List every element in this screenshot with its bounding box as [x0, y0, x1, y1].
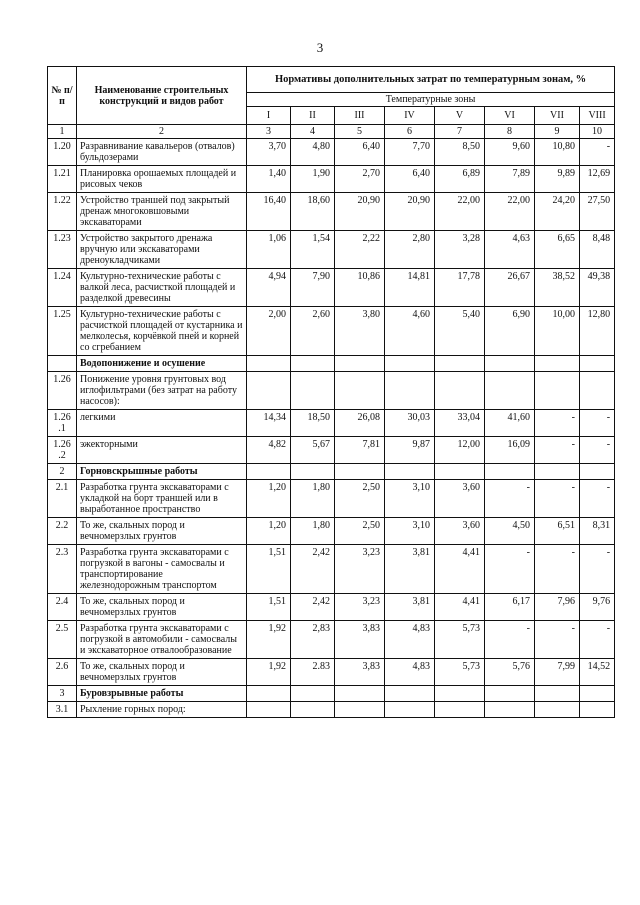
table-row: [48, 372, 615, 410]
norm-value: -: [535, 621, 580, 659]
column-number: 1: [48, 125, 77, 139]
column-number: 6: [385, 125, 435, 139]
norm-value: -: [580, 437, 615, 464]
row-number: 1.26 .1: [48, 410, 77, 437]
norm-value: 7,70: [385, 139, 435, 166]
norm-value: [435, 372, 485, 410]
norm-value: 5,73: [435, 621, 485, 659]
row-number: 2.3: [48, 545, 77, 594]
norm-value: 10,80: [535, 139, 580, 166]
row-number: 1.23: [48, 231, 77, 269]
norm-value: 1,80: [291, 518, 335, 545]
norm-value: -: [535, 437, 580, 464]
norm-value: -: [580, 139, 615, 166]
row-number: 1.22: [48, 193, 77, 231]
column-number: 3: [247, 125, 291, 139]
subsection-row: [48, 356, 615, 372]
norm-value: [535, 372, 580, 410]
section-title: Буровзрывные работы: [77, 686, 247, 702]
norm-value: 33,04: [435, 410, 485, 437]
section-title: Водопонижение и осушение: [77, 356, 247, 372]
norm-value: 9,76: [580, 594, 615, 621]
norm-value: 3,80: [335, 307, 385, 356]
norm-value: 6,89: [435, 166, 485, 193]
table-row: [48, 139, 615, 166]
norms-table: [47, 66, 615, 718]
norm-value: 17,78: [435, 269, 485, 307]
norm-value: 14,34: [247, 410, 291, 437]
column-number: 4: [291, 125, 335, 139]
norm-value: 3,23: [335, 594, 385, 621]
empty-cell: [247, 464, 291, 480]
norm-value: [385, 702, 435, 718]
norm-value: 7,90: [291, 269, 335, 307]
norm-value: 4,63: [485, 231, 535, 269]
norm-value: 2,80: [385, 231, 435, 269]
empty-cell: [291, 686, 335, 702]
row-number: 2.4: [48, 594, 77, 621]
norm-value: 6,40: [385, 166, 435, 193]
table-row: [48, 518, 615, 545]
norm-value: 2,70: [335, 166, 385, 193]
norm-value: [291, 702, 335, 718]
norm-value: -: [535, 480, 580, 518]
empty-cell: [435, 356, 485, 372]
zone-header: V: [435, 107, 485, 125]
norm-value: -: [580, 621, 615, 659]
norm-value: [580, 372, 615, 410]
work-name: Разработка грунта экскаваторами с укладкой на борт траншей или в выработанное пространство: [77, 480, 247, 518]
norm-value: 12,69: [580, 166, 615, 193]
norm-value: 6,17: [485, 594, 535, 621]
norm-value: 1,20: [247, 518, 291, 545]
norm-value: 16,40: [247, 193, 291, 231]
table-row: [48, 166, 615, 193]
norm-value: [580, 702, 615, 718]
norm-value: [485, 702, 535, 718]
zone-header: I: [247, 107, 291, 125]
norm-value: -: [580, 480, 615, 518]
norm-value: 14,52: [580, 659, 615, 686]
column-number: 8: [485, 125, 535, 139]
norm-value: 5,73: [435, 659, 485, 686]
empty-cell: [291, 356, 335, 372]
norm-value: 7,89: [485, 166, 535, 193]
work-name: Разработка грунта экскаваторами с погрузкой в вагоны - самосвалы и транспортирование железнодорожным транспортом: [77, 545, 247, 594]
empty-cell: [385, 464, 435, 480]
table-row: [48, 410, 615, 437]
norm-value: 14,81: [385, 269, 435, 307]
norm-value: [335, 702, 385, 718]
norm-value: 24,20: [535, 193, 580, 231]
norm-value: 1,51: [247, 545, 291, 594]
norm-value: 5,67: [291, 437, 335, 464]
row-number: 1.25: [48, 307, 77, 356]
norm-value: 8,48: [580, 231, 615, 269]
norm-value: 8,31: [580, 518, 615, 545]
norm-value: 7,96: [535, 594, 580, 621]
norm-value: 1,92: [247, 659, 291, 686]
table-row: [48, 437, 615, 464]
row-number: 2: [48, 464, 77, 480]
work-name: Рыхление горных пород:: [77, 702, 247, 718]
norm-value: 4,80: [291, 139, 335, 166]
work-name: Устройство траншей под закрытый дренаж многоковшовыми экскаваторами: [77, 193, 247, 231]
norm-value: 26,08: [335, 410, 385, 437]
column-number: 2: [77, 125, 247, 139]
empty-cell: [535, 356, 580, 372]
norm-value: 3,28: [435, 231, 485, 269]
norm-value: -: [580, 410, 615, 437]
norm-value: 18,60: [291, 193, 335, 231]
norm-value: 3,83: [335, 621, 385, 659]
zone-header: III: [335, 107, 385, 125]
empty-cell: [435, 686, 485, 702]
norm-value: [435, 702, 485, 718]
norm-value: 6,51: [535, 518, 580, 545]
norm-value: 2,42: [291, 594, 335, 621]
row-number: 3.1: [48, 702, 77, 718]
section-row: [48, 464, 615, 480]
norm-value: 38,52: [535, 269, 580, 307]
zone-header: VII: [535, 107, 580, 125]
header-norms: Нормативы дополнительных затрат по температурным зонам, %: [247, 67, 615, 93]
section-title: Горновскрышные работы: [77, 464, 247, 480]
norm-value: 9,89: [535, 166, 580, 193]
norm-value: 10,86: [335, 269, 385, 307]
norm-value: 2,42: [291, 545, 335, 594]
zone-header: VIII: [580, 107, 615, 125]
norm-value: 2,83: [291, 621, 335, 659]
norm-value: 3,70: [247, 139, 291, 166]
work-name: То же, скальных пород и вечномерзлых грунтов: [77, 659, 247, 686]
norm-value: 3,60: [435, 480, 485, 518]
norm-value: 2,50: [335, 518, 385, 545]
norm-value: [291, 372, 335, 410]
norm-value: 3,10: [385, 518, 435, 545]
empty-cell: [247, 686, 291, 702]
norm-value: 20,90: [385, 193, 435, 231]
norm-value: 4,83: [385, 621, 435, 659]
norm-value: -: [485, 621, 535, 659]
row-number: 1.21: [48, 166, 77, 193]
table-row: [48, 621, 615, 659]
row-number: 2.6: [48, 659, 77, 686]
norm-value: -: [580, 545, 615, 594]
norm-value: [385, 372, 435, 410]
norm-value: -: [485, 480, 535, 518]
zone-header: II: [291, 107, 335, 125]
norm-value: 6,65: [535, 231, 580, 269]
norm-value: 5,76: [485, 659, 535, 686]
work-name: легкими: [77, 410, 247, 437]
norm-value: [247, 372, 291, 410]
row-number: 3: [48, 686, 77, 702]
page-number: 3: [316, 40, 324, 55]
norm-value: 7,81: [335, 437, 385, 464]
empty-cell: [535, 464, 580, 480]
norm-value: 4,50: [485, 518, 535, 545]
norm-value: 2,50: [335, 480, 385, 518]
norm-value: 22,00: [435, 193, 485, 231]
empty-cell: [385, 356, 435, 372]
norm-value: [247, 702, 291, 718]
norm-value: 5,40: [435, 307, 485, 356]
norm-value: 20,90: [335, 193, 385, 231]
norm-value: 12,00: [435, 437, 485, 464]
column-number: 9: [535, 125, 580, 139]
norm-value: [535, 702, 580, 718]
empty-cell: [485, 686, 535, 702]
norm-value: -: [485, 545, 535, 594]
column-number: 7: [435, 125, 485, 139]
norm-value: 1,54: [291, 231, 335, 269]
norm-value: 2,22: [335, 231, 385, 269]
norm-value: 9,60: [485, 139, 535, 166]
empty-cell: [435, 464, 485, 480]
row-number: 2.2: [48, 518, 77, 545]
empty-cell: [580, 464, 615, 480]
norm-value: 1,92: [247, 621, 291, 659]
norm-value: 3,81: [385, 594, 435, 621]
column-number: 10: [580, 125, 615, 139]
empty-cell: [335, 686, 385, 702]
norm-value: 1,90: [291, 166, 335, 193]
empty-cell: [580, 686, 615, 702]
norm-value: 1,06: [247, 231, 291, 269]
norm-value: 4,41: [435, 594, 485, 621]
norm-value: 4,94: [247, 269, 291, 307]
norm-value: 2,00: [247, 307, 291, 356]
table-row: [48, 269, 615, 307]
row-number: 1.26: [48, 372, 77, 410]
norm-value: 4,60: [385, 307, 435, 356]
norm-value: 12,80: [580, 307, 615, 356]
norm-value: 4,82: [247, 437, 291, 464]
norm-value: 6,90: [485, 307, 535, 356]
norm-value: 4,83: [385, 659, 435, 686]
norm-value: [335, 372, 385, 410]
norm-value: 27,50: [580, 193, 615, 231]
norm-value: 7,99: [535, 659, 580, 686]
norm-value: 3,60: [435, 518, 485, 545]
header-zones-title: Температурные зоны: [247, 93, 615, 107]
empty-cell: [385, 686, 435, 702]
norm-value: 1,20: [247, 480, 291, 518]
work-name: Культурно-технические работы с валкой леса, расчисткой площадей и разделкой древесины: [77, 269, 247, 307]
empty-cell: [485, 464, 535, 480]
header-name: Наименование строительных конструкций и видов работ: [77, 67, 247, 125]
norm-value: 2.83: [291, 659, 335, 686]
row-number: 1.20: [48, 139, 77, 166]
norm-value: 22,00: [485, 193, 535, 231]
empty-cell: [247, 356, 291, 372]
empty-cell: [335, 464, 385, 480]
table-row: [48, 545, 615, 594]
norm-value: 10,00: [535, 307, 580, 356]
table-row: [48, 231, 615, 269]
norm-value: 9,87: [385, 437, 435, 464]
zone-header: IV: [385, 107, 435, 125]
work-name: Разравнивание кавальеров (отвалов) бульдозерами: [77, 139, 247, 166]
work-name: Культурно-технические работы с расчисткой площадей от кустарника и мелколесья, корчёвкой пней и корней со сгребанием: [77, 307, 247, 356]
norm-value: 30,03: [385, 410, 435, 437]
norm-value: 6,40: [335, 139, 385, 166]
norm-value: 1,40: [247, 166, 291, 193]
table-row: [48, 659, 615, 686]
table-row: [48, 702, 615, 718]
norm-value: 1,80: [291, 480, 335, 518]
norm-value: 3,10: [385, 480, 435, 518]
norm-value: 2,60: [291, 307, 335, 356]
norm-value: 16,09: [485, 437, 535, 464]
work-name: То же, скальных пород и вечномерзлых грунтов: [77, 594, 247, 621]
zone-header: VI: [485, 107, 535, 125]
empty-cell: [485, 356, 535, 372]
row-number: 2.1: [48, 480, 77, 518]
empty-cell: [335, 356, 385, 372]
norm-value: 4,41: [435, 545, 485, 594]
norm-value: 8,50: [435, 139, 485, 166]
norm-value: [485, 372, 535, 410]
empty-cell: [580, 356, 615, 372]
column-number-row: [48, 125, 615, 139]
table-row: [48, 594, 615, 621]
work-name: Устройство закрытого дренажа вручную или экскаваторами дреноукладчиками: [77, 231, 247, 269]
row-number: 2.5: [48, 621, 77, 659]
table-row: [48, 193, 615, 231]
section-row: [48, 686, 615, 702]
norm-value: 41,60: [485, 410, 535, 437]
norm-value: 3,81: [385, 545, 435, 594]
work-name: эжекторными: [77, 437, 247, 464]
empty-cell: [291, 464, 335, 480]
work-name: Понижение уровня грунтовых вод иглофильтрами (без затрат на работу насосов):: [77, 372, 247, 410]
norm-value: 18,50: [291, 410, 335, 437]
work-name: Планировка орошаемых площадей и рисовых чеков: [77, 166, 247, 193]
work-name: Разработка грунта экскаваторами с погрузкой в автомобили - самосвалы и экскаваторное отвалообразование: [77, 621, 247, 659]
norm-value: 49,38: [580, 269, 615, 307]
work-name: То же, скальных пород и вечномерзлых грунтов: [77, 518, 247, 545]
header-num: № п/п: [48, 67, 77, 125]
row-number: [48, 356, 77, 372]
row-number: 1.26 .2: [48, 437, 77, 464]
table-row: [48, 480, 615, 518]
row-number: 1.24: [48, 269, 77, 307]
norm-value: -: [535, 545, 580, 594]
norm-value: 26,67: [485, 269, 535, 307]
norm-value: -: [535, 410, 580, 437]
empty-cell: [535, 686, 580, 702]
table-row: [48, 307, 615, 356]
column-number: 5: [335, 125, 385, 139]
norm-value: 1,51: [247, 594, 291, 621]
norm-value: 3,83: [335, 659, 385, 686]
norm-value: 3,23: [335, 545, 385, 594]
